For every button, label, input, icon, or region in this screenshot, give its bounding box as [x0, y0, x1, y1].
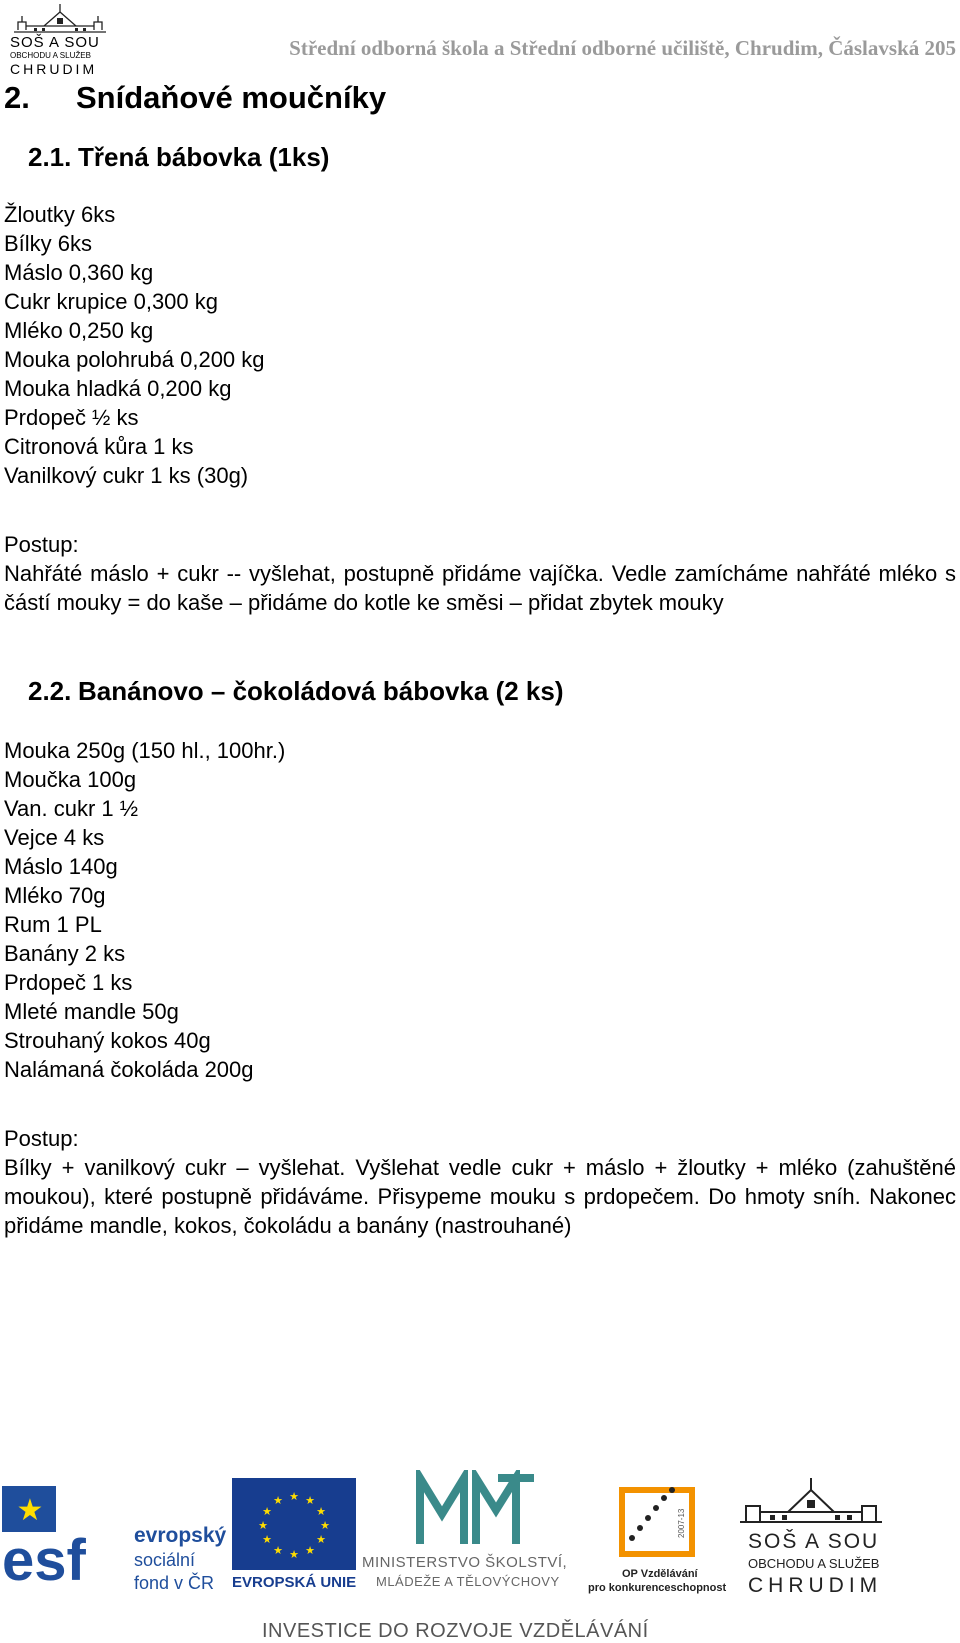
svg-text:★: ★ — [305, 1494, 315, 1507]
op-line-2: pro konkurenceschopnost — [588, 1582, 727, 1594]
footer-school-line-3: CHRUDIM — [748, 1574, 883, 1597]
op-icon — [586, 1478, 726, 1562]
svg-text:★: ★ — [289, 1548, 299, 1561]
school-logo-line-3: CHRUDIM — [10, 61, 98, 77]
procedure-text: Nahřáté máslo + cukr -- vyšlehat, postupně přidáme vajíčka. Vedle zamícháme nahřáté mléko s částí mouky = do kaše – přidáme do kotle ke směsi – přidat zbytek mouky — [4, 561, 956, 615]
svg-text:★: ★ — [305, 1544, 315, 1557]
ingredient-item: Mléko 0,250 kg — [4, 318, 154, 343]
recipe-number: 2.2. — [28, 676, 72, 706]
chapter-heading — [4, 80, 386, 116]
ingredient-item: Mleté mandle 50g — [4, 999, 179, 1024]
esf-logo — [0, 1480, 227, 1600]
eu-logo — [232, 1478, 360, 1602]
page-header — [0, 0, 960, 80]
footer-school-line-2: OBCHODU A SLUŽEB — [748, 1556, 880, 1571]
svg-text:★: ★ — [262, 1505, 272, 1518]
svg-text:★: ★ — [289, 1490, 299, 1503]
ingredient-item: Cukr krupice 0,300 kg — [4, 289, 218, 314]
ingredient-item: Bílky 6ks — [4, 231, 93, 256]
ingredient-item: Máslo 0,360 kg — [4, 260, 154, 285]
svg-text:★: ★ — [316, 1533, 326, 1546]
school-logo-line-2: OBCHODU A SLUŽEB — [10, 51, 91, 60]
procedure-label: Postup: — [4, 532, 79, 557]
svg-text:★: ★ — [262, 1533, 272, 1546]
footer-school-line-1: SOŠ A SOU — [748, 1530, 880, 1553]
ingredient-item: Mouka 250g (150 hl., 100hr.) — [4, 738, 286, 763]
esf-line-3: fond v ČR — [134, 1573, 215, 1593]
svg-text:esf: esf — [2, 1528, 86, 1590]
procedure-label: Postup: — [4, 1126, 79, 1151]
ingredient-item: Vejce 4 ks — [4, 825, 105, 850]
footer-slogan: INVESTICE DO ROZVOJE VZDĚLÁVÁNÍ — [262, 1620, 649, 1642]
recipe-title: Banánovo – čokoládová bábovka (2 ks) — [78, 676, 564, 706]
svg-text:★: ★ — [16, 1494, 44, 1527]
ingredient-item: Mléko 70g — [4, 883, 106, 908]
msmt-line-2: MLÁDEŽE A TĚLOVÝCHOVY — [376, 1574, 560, 1589]
recipe-title: Třená bábovka (1ks) — [78, 142, 330, 172]
ingredient-item: Prdopeč 1 ks — [4, 970, 133, 995]
esf-icon — [0, 1480, 130, 1590]
ingredient-item: Banány 2 ks — [4, 941, 126, 966]
school-name: Střední odborná škola a Střední odborné učiliště, Chrudim, Čáslavská 205 — [289, 36, 956, 60]
ingredient-item: Prdopeč ½ ks — [4, 405, 139, 430]
ingredient-item: Van. cukr 1 ½ — [4, 796, 139, 821]
chapter-number: 2. — [4, 80, 30, 115]
msmt-line-1: MINISTERSTVO ŠKOLSTVÍ, — [362, 1554, 568, 1571]
esf-line-1: evropský — [134, 1524, 227, 1547]
school-logo — [4, 2, 116, 78]
eu-label: EVROPSKÁ UNIE — [232, 1574, 357, 1591]
svg-text:★: ★ — [258, 1519, 268, 1532]
msmt-logo — [362, 1470, 580, 1602]
svg-text:★: ★ — [316, 1505, 326, 1518]
svg-text:★: ★ — [273, 1494, 283, 1507]
castle-icon — [736, 1476, 886, 1526]
ingredient-item: Mouka polohrubá 0,200 kg — [4, 347, 265, 372]
chapter-title: Snídaňové moučníky — [76, 80, 387, 115]
ingredient-item: Rum 1 PL — [4, 912, 102, 937]
op-line-1: OP Vzdělávání — [622, 1568, 698, 1580]
footer-school-logo — [736, 1476, 886, 1604]
ingredient-item: Strouhaný kokos 40g — [4, 1028, 211, 1053]
ingredient-item: Mouka hladká 0,200 kg — [4, 376, 232, 401]
footer-logos — [0, 1470, 960, 1641]
ingredient-item: Žloutky 6ks — [4, 202, 116, 227]
recipe-heading — [28, 142, 329, 173]
school-logo-line-1: SOŠ A SOU — [10, 34, 100, 51]
esf-line-2: sociální — [134, 1550, 196, 1570]
ingredient-list — [4, 736, 285, 1084]
svg-text:★: ★ — [320, 1519, 330, 1532]
ingredient-item: Citronová kůra 1 ks — [4, 434, 194, 459]
ingredient-item: Moučka 100g — [4, 767, 137, 792]
ingredient-list — [4, 200, 265, 490]
procedure-text: Bílky + vanilkový cukr – vyšlehat. Vyšlehat vedle cukr + máslo + žloutky + mléko (zahuštěné moukou), které postupně přidáváme. Přisypeme mouku s prdopečem. Do hmoty sníh. Nakonec přidáme mandle, kokos, čokoládu a banány (nastrouhané) — [4, 1155, 956, 1238]
ingredient-item: Vanilkový cukr 1 ks (30g) — [4, 463, 249, 488]
eu-flag-icon — [232, 1478, 356, 1570]
msmt-icon — [362, 1470, 580, 1550]
ingredient-item: Máslo 140g — [4, 854, 118, 879]
ingredient-item: Nalámaná čokoláda 200g — [4, 1057, 254, 1082]
recipe-heading — [28, 676, 564, 707]
svg-text:★: ★ — [273, 1544, 283, 1557]
op-years: 2007-13 — [677, 1508, 686, 1538]
op-logo — [586, 1478, 726, 1602]
recipe-number: 2.1. — [28, 142, 72, 172]
